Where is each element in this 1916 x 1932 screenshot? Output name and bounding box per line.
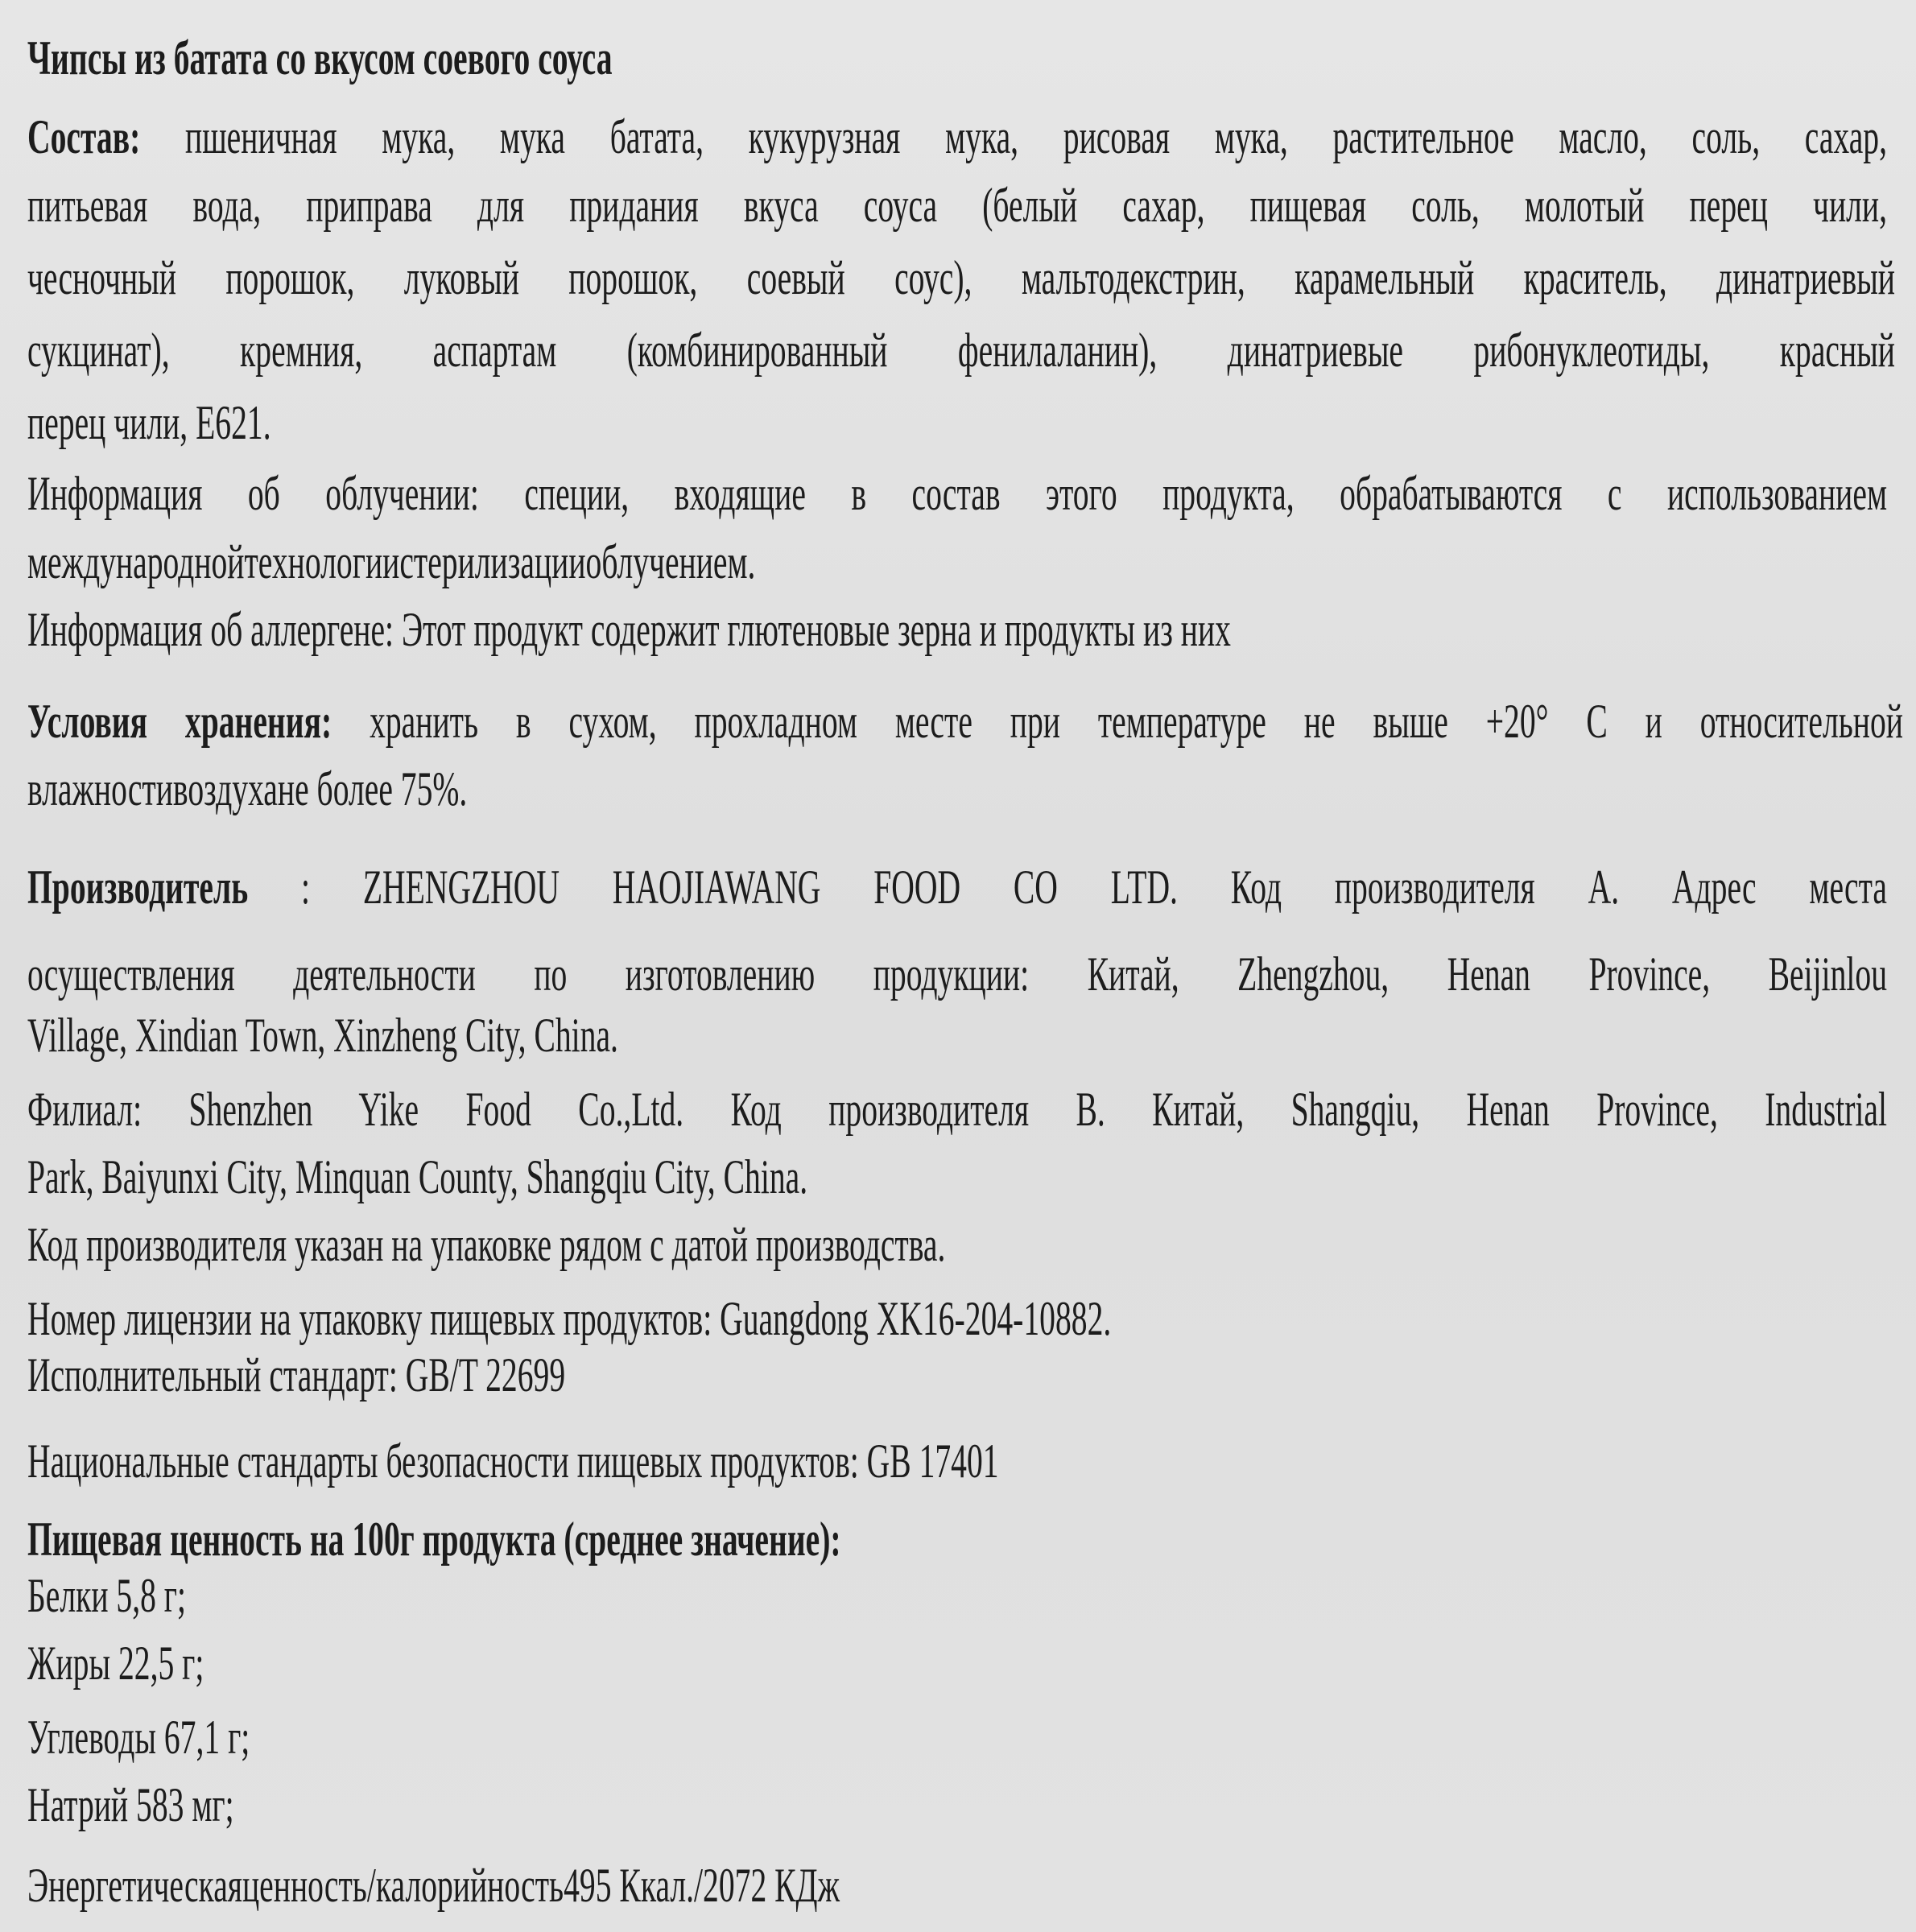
line-text: : ZHENGZHOU HAOJIAWANG FOOD CO LTD. Код производителя А. Адрес места [248,861,1888,914]
line-text: Национальные стандарты безопасности пищевых продуктов: GB 17401 [27,1435,999,1488]
line-text: хранить в сухом, прохладном месте при температуре не выше +20° С и относительной [332,695,1903,748]
line-text: Park, Baiyunxi City, Minquan County, Shangqiu City, China. [27,1150,808,1203]
text-line [27,1435,999,1488]
line-text: Номер лицензии на упаковку пищевых продуктов: Guangdong XK16-204-10882. [27,1292,1112,1345]
text-line [27,535,756,588]
line-text: Белки 5,8 г; [27,1569,187,1622]
text-line [27,1348,566,1402]
text-line [27,398,271,447]
line-text: Натрий 583 мг; [27,1778,234,1831]
line-text: Исполнительный стандарт: GB/T 22699 [27,1348,566,1402]
line-label: Пищевая ценность на 100г продукта (среднее значение): [27,1513,841,1566]
text-line [27,1859,840,1912]
text-line [27,324,1895,377]
line-text: Жиры 22,5 г; [27,1637,204,1690]
text-line [27,1711,250,1764]
text-line [27,762,468,815]
text-line [27,1009,618,1062]
line-text: пшеничная мука, мука батата, кукурузная мука, рисовая мука, растительное масло, соль, сахар, [140,110,1887,163]
line-text: перец чили, E621. [27,396,271,449]
line-text: Village, Xindian Town, Xinzheng City, China. [27,1009,618,1062]
text-line [27,1513,841,1566]
line-text: Углеводы 67,1 г; [27,1711,250,1764]
line-text: чесночный порошок, луковый порошок, соевый соус), мальтодекстрин, карамельный краситель, динатриевый [27,251,1895,304]
line-label: Условия хранения: [27,695,332,748]
line-text: Энергетическаяценность/калорийность495 Ккал./2072 КДж [27,1859,840,1912]
text-line [27,1150,808,1203]
text-line [27,695,1903,748]
text-line [27,1571,186,1620]
text-line [27,110,1887,163]
text-line [27,1637,204,1690]
line-label: Производитель [27,861,249,914]
text-line [27,1778,234,1831]
line-text: Информация об облучении: специи, входящие в состав этого продукта, обрабатываются с использованием [27,467,1887,520]
line-text: питьевая вода, приправа для придания вкуса соуса (белый сахар, пищевая соль, молотый перец чили, [27,179,1887,232]
line-text: влажностивоздухане более 75%. [27,762,468,815]
text-line [27,179,1887,232]
line-text: осуществления деятельности по изготовлению продукции: Китай, Zhengzhou, Henan Province, Beijinlou [27,947,1887,1001]
text-line [27,251,1895,304]
line-text: Филиал: Shenzhen Yike Food Co.,Ltd. Код производителя В. Китай, Shangqiu, Henan Province, Industrial [27,1083,1887,1136]
line-text: Код производителя указан на упаковке рядом с датой производства. [27,1218,946,1271]
text-line [27,947,1887,1001]
line-text: Информация об аллергене: Этот продукт содержит глютеновые зерна и продукты из них [27,603,1231,656]
line-text: международнойтехнологиистерилизацииоблучением. [27,535,756,588]
text-line [27,469,1887,518]
text-line [27,1294,1111,1343]
product-title: Чипсы из батата со вкусом соевого соуса [27,31,613,85]
text-line [27,1220,945,1269]
line-label: Состав: [27,110,141,163]
text-line [27,1083,1887,1136]
text-line [27,605,1231,654]
text-line [27,861,1888,914]
line-text: сукцинат), кремния, аспартам (комбинированный фенилаланин), динатриевые рибонуклеотиды, красный [27,324,1895,377]
